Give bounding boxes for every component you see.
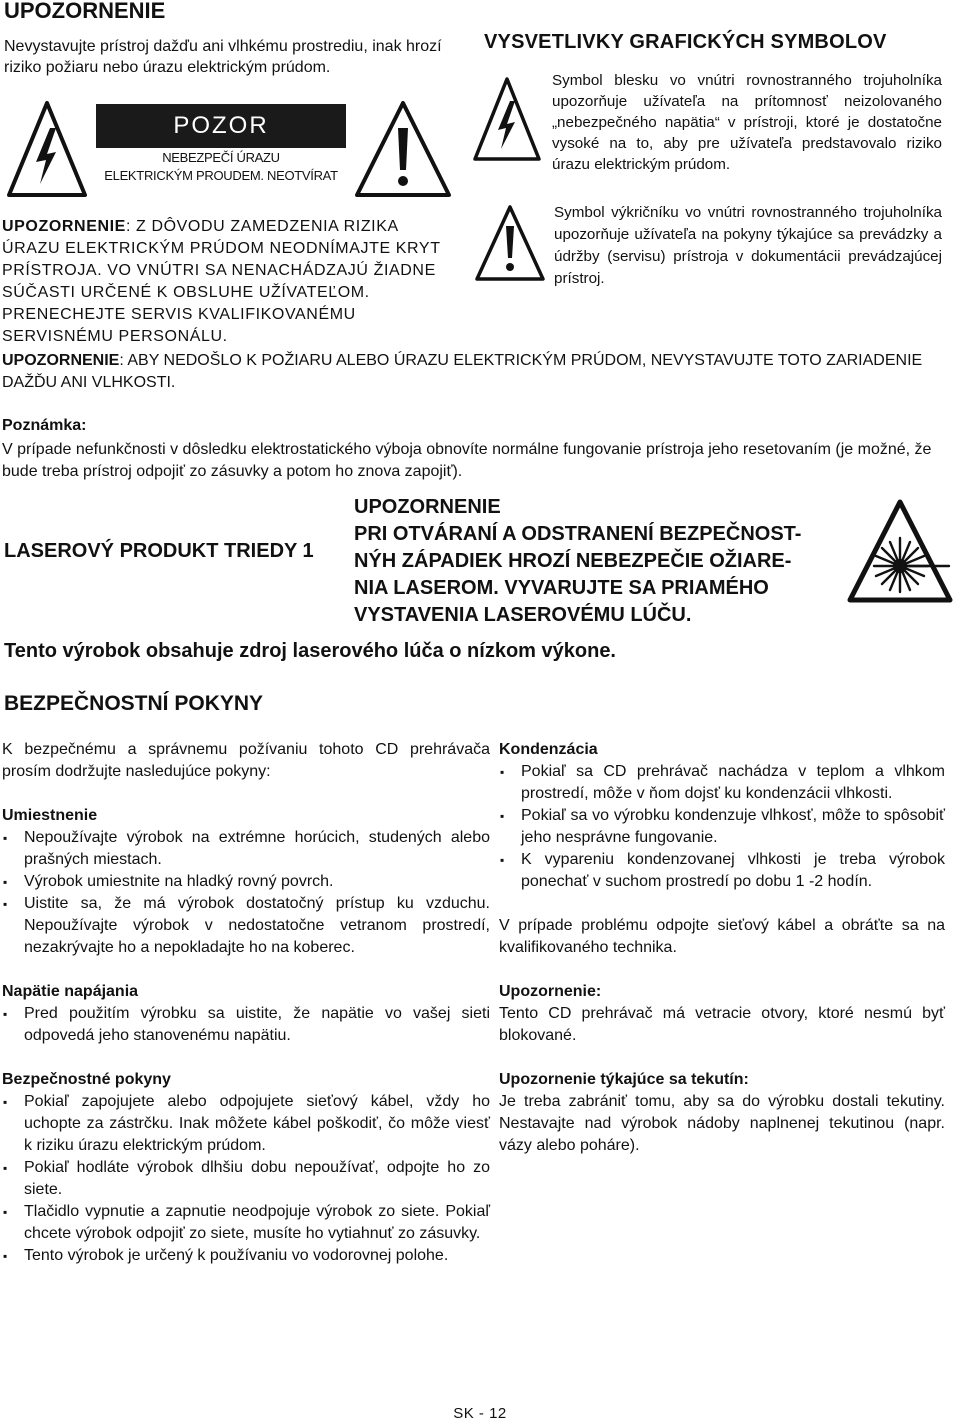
placement-label: Umiestnenie xyxy=(2,807,98,824)
placement-list xyxy=(2,827,490,959)
safety-intro: K bezpečnému a správnemu požívaniu tohoto CD prehrávača prosím dodržujte nasledujúce pokyny: xyxy=(2,741,490,780)
laser-warning-line: PRI OTVÁRANÍ A ODSTRANENÍ BEZPEČNOST- xyxy=(354,523,802,545)
laser-warning xyxy=(354,494,854,629)
safety-left-column xyxy=(2,739,490,1267)
warning-block-text: : Z DÔVODU ZAMEDZENIA RIZIKA ÚRAZU ELEKTRICKÝM PRÚDOM NEODNÍMAJTE KRYT PRÍSTROJA. VO VNÚTRI SA NENACHÁDZAJÚ ŽIADNE SÚČASTI URČENÉ K OBSLUHE UŽÍVATEĽOM. PRENECHEJTE SERVIS KVALIFIKOVANÉMU SERVISNÉMU PERSONÁLU. xyxy=(2,218,441,345)
warning-rain-prefix: UPOZORNENIE xyxy=(2,352,120,369)
warning-title: UPOZORNENIE xyxy=(4,0,166,23)
pozor-label-head: POZOR xyxy=(96,104,346,148)
pozor-label-line2: ELEKTRICKÝM PROUDEM. NEOTVÍRAT xyxy=(104,168,338,183)
list-item: ▪ K vypareniu kondenzovanej vlhkosti je treba výrobok ponechať v suchom prostredí po dobu 1 -2 hodín. xyxy=(499,849,945,893)
condensation-list xyxy=(499,761,945,893)
list-item: ▪ Pokiaľ hodláte výrobok dlhšiu dobu nepoužívať, odpojte ho zo siete. xyxy=(2,1157,490,1201)
lightning-triangle-icon xyxy=(6,100,88,198)
liquids-text: Je treba zabrániť tomu, aby sa do výrobku dostali tekutiny. Nestavajte nad výrobok nádoby naplnenej tekutinou (napr. vázy alebo poháre). xyxy=(499,1093,945,1154)
safety-title: BEZPEČNOSTNÍ POKYNY xyxy=(4,692,264,715)
liquids-label: Upozornenie týkajúce sa tekutín: xyxy=(499,1071,749,1088)
exclamation-triangle-icon xyxy=(354,100,452,198)
exclamation-triangle-icon xyxy=(474,204,546,282)
laser-warning-line: UPOZORNENIE xyxy=(354,496,501,518)
warning-rain-text: : ABY NEDOŠLO K POŽIARU ALEBO ÚRAZU ELEKTRICKÝM PRÚDOM, NEVYSTAVUJTE TOTO ZARIADENIE DAŽĎU ANI VLHKOSTI. xyxy=(2,352,923,391)
laser-class-label: LASEROVÝ PRODUKT TRIEDY 1 xyxy=(4,540,314,562)
power-label: Napätie napájania xyxy=(2,983,139,1000)
list-item: ▪ Pokiaľ zapojujete alebo odpojujete sieťový kábel, vždy ho uchopte za zástrčku. Inak môžete kábel poškodiť, čo môže viesť k riziku úrazu elektrickým prúdom. xyxy=(2,1091,490,1157)
caution-label: Upozornenie: xyxy=(499,983,602,1000)
warning-rain-block xyxy=(2,350,952,394)
laser-warning-line: NIA LASEROM. VYVARUJTE SA PRIAMÉHO xyxy=(354,577,769,599)
power-list xyxy=(2,1003,490,1047)
list-item: ▪ Výrobok umiestnite na hladký rovný povrch. xyxy=(2,871,490,893)
safety-right-column xyxy=(499,739,945,1157)
laser-source-text: Tento výrobok obsahuje zdroj laserového lúča o nízkom výkone. xyxy=(4,640,616,662)
warning-block-prefix: UPOZORNENIE xyxy=(2,218,126,235)
list-item: ▪ Tlačidlo vypnutie a zapnutie neodpojuje výrobok zo siete. Pokiaľ chcete výrobok odpojiť zo siete, musíte ho vytiahnuť zo zásuvky. xyxy=(2,1201,490,1245)
laser-warning-line: NÝH ZÁPADIEK HROZÍ NEBEZPEČIE OŽIARE- xyxy=(354,550,792,572)
legend-lightning-text: Symbol blesku vo vnútri rovnostranného trojuholníka upozorňuje užívateľa na prítomnosť neizolovaného „nebezpečného napätia“ v prístroji, ktoré je dostatočne vysoké na to, aby pre užívateľa predstavovalo riziko úrazu elektrickým prúdom. xyxy=(552,72,942,173)
legend-title: VYSVETLIVKY GRAFICKÝCH SYMBOLOV xyxy=(484,31,887,53)
list-item: ▪ Uistite sa, že má výrobok dostatočný prístup ku vzduchu. Nepoužívajte výrobok v nedostatočne vetranom prostredí, nezakrývajte ho a nepokladajte ho na koberec. xyxy=(2,893,490,959)
caution-text: Tento CD prehrávač má vetracie otvory, ktoré nesmú byť blokované. xyxy=(499,1005,945,1044)
list-item: ▪ Pred použitím výrobku sa uistite, že napätie vo vašej sieti odpovedá jeho stanovenému napätiu. xyxy=(2,1003,490,1047)
list-item: ▪ Nepoužívajte výrobok na extrémne horúcich, studených alebo prašných miestach. xyxy=(2,827,490,871)
laser-warning-line: VYSTAVENIA LASEROVÉMU LÚČU. xyxy=(354,604,692,626)
instructions-label: Bezpečnostné pokyny xyxy=(2,1071,171,1088)
problem-text: V prípade problému odpojte sieťový kábel a obráťte sa na kvalifikovaného technika. xyxy=(499,917,945,956)
warning-intro: Nevystavujte prístroj dažďu ani vlhkému prostrediu, inak hrozí riziko požiaru nebo úrazu elektrickým prúdom. xyxy=(4,38,442,76)
list-item: ▪ Tento výrobok je určený k používaniu vo vodorovnej polohe. xyxy=(2,1245,490,1267)
page-number: SK - 12 xyxy=(453,1405,507,1422)
instructions-list xyxy=(2,1091,490,1267)
warning-service-block xyxy=(2,216,460,348)
lightning-triangle-icon xyxy=(472,76,542,162)
list-item: ▪ Pokiaľ sa vo výrobku kondenzuje vlhkosť, môže to spôsobiť jeho nesprávne fungovanie. xyxy=(499,805,945,849)
legend-exclamation-text: Symbol výkričníku vo vnútri rovnostranného trojuholníka upozorňuje užívateľa na pokyny týkajúce sa prevádzky a údržby (servisu) prístroja v dokumentácii prevádzajúcej prístroj. xyxy=(554,204,942,287)
list-item: ▪ Pokiaľ sa CD prehrávač nachádza v teplom a vlhkom prostredí, môže v ňom dojsť ku kondenzácii vlhkosti. xyxy=(499,761,945,805)
note-text: V prípade nefunkčnosti v dôsledku elektrostatického výboja obnovíte normálne fungovanie prístroja jeho resetovaním (je možné, že bude treba prístroj odpojiť zo zásuvky a potom ho znova zapojiť). xyxy=(2,441,932,480)
laser-hazard-icon xyxy=(846,498,954,606)
pozor-label-line1: NEBEZPEČÍ ÚRAZU xyxy=(162,150,280,165)
condensation-label: Kondenzácia xyxy=(499,741,598,758)
note-label: Poznámka: xyxy=(2,417,87,434)
